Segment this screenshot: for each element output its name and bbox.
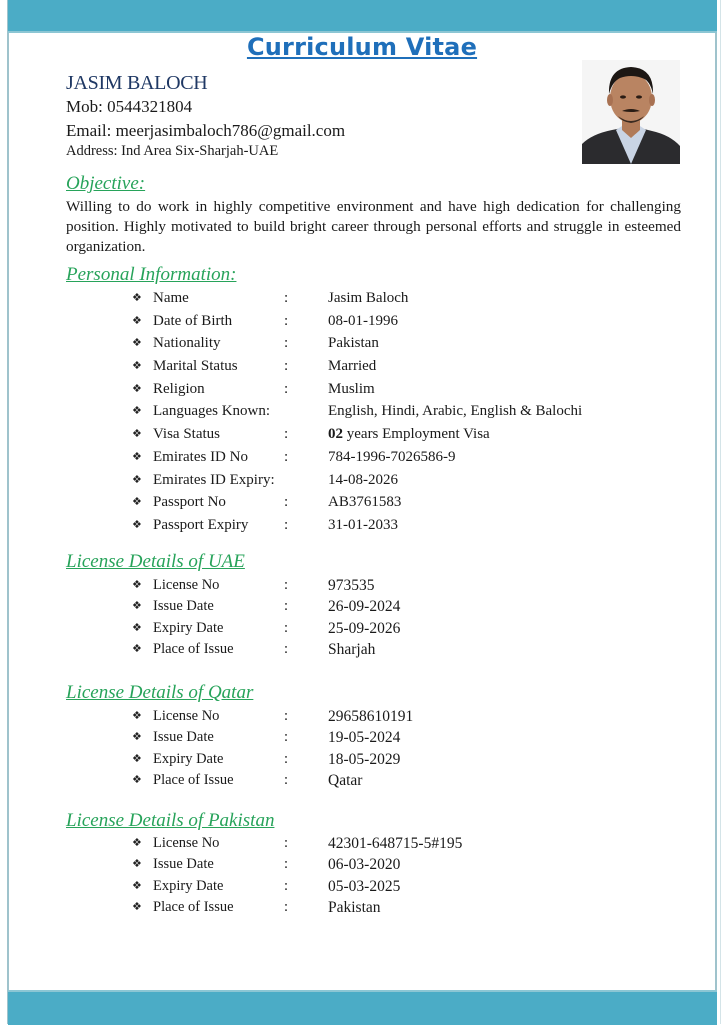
field-label: Place of Issue [153, 771, 234, 788]
visa-years: 02 [328, 426, 343, 443]
field-value [328, 426, 490, 443]
qatar-license-heading: License Details of Qatar [66, 682, 254, 703]
bullet-icon: ❖ [132, 899, 142, 913]
field-colon: : [284, 358, 289, 375]
field-colon: : [284, 835, 289, 851]
field-label: Emirates ID No [153, 448, 248, 465]
footer-band [8, 990, 717, 1025]
bullet-icon: ❖ [132, 336, 142, 350]
bullet-icon: ❖ [132, 836, 142, 849]
field-colon: : [284, 577, 289, 593]
bullet-icon: ❖ [132, 381, 142, 395]
field-label: License No [153, 708, 220, 724]
candidate-name: JASIM BALOCH [66, 72, 208, 94]
personal-information-heading: Personal Information: [66, 264, 237, 285]
field-label: Passport Expiry [153, 516, 249, 533]
field-colon: : [284, 750, 289, 767]
field-value: 31-01-2033 [328, 516, 398, 533]
bullet-icon: ❖ [132, 641, 142, 655]
field-value: Married [328, 358, 377, 375]
bullet-icon: ❖ [132, 359, 142, 373]
field-label: Issue Date [153, 856, 214, 873]
field-value: Jasim Baloch [328, 290, 409, 306]
field-value: AB3761583 [328, 494, 402, 511]
bullet-icon: ❖ [132, 772, 142, 786]
bullet-icon: ❖ [132, 878, 142, 892]
field-colon: : [284, 380, 289, 397]
bullet-icon: ❖ [132, 472, 142, 486]
field-value: Qatar [328, 771, 363, 789]
bullet-icon: ❖ [132, 620, 142, 634]
field-colon: : [284, 898, 289, 915]
field-value: 784-1996-7026586-9 [328, 448, 456, 465]
person-portrait-icon [582, 60, 680, 164]
pakistan-license-heading: License Details of Pakistan [66, 810, 275, 831]
field-colon: : [284, 708, 289, 724]
email-address: Email: meerjasimbaloch786@gmail.com [66, 121, 346, 140]
field-label: Place of Issue [153, 898, 234, 915]
field-value: Pakistan [328, 335, 379, 352]
bullet-icon: ❖ [132, 578, 142, 591]
field-colon: : [284, 312, 289, 329]
field-colon: : [284, 771, 289, 788]
postal-address: Address: Ind Area Six-Sharjah-UAE [66, 143, 279, 159]
field-label: License No [153, 577, 220, 593]
bullet-icon: ❖ [132, 517, 142, 531]
objective-heading: Objective: [66, 173, 146, 194]
field-label: Marital Status [153, 358, 238, 375]
objective-text: Willing to do work in highly competitive environment and have high dedication for challenging position. Highly motivated to build bright career through personal efforts and struggle in esteemed organization. [66, 198, 681, 255]
field-label: Nationality [153, 335, 221, 352]
field-value: 05-03-2025 [328, 877, 401, 895]
bullet-icon: ❖ [132, 599, 142, 613]
field-value: English, Hindi, Arabic, English & Balochi [328, 403, 583, 420]
field-colon: : [284, 619, 289, 636]
page-border-right-outer [720, 0, 721, 1024]
bullet-icon: ❖ [132, 709, 142, 722]
field-label: Date of Birth [153, 312, 233, 329]
bullet-icon: ❖ [132, 404, 142, 418]
field-colon: : [284, 448, 289, 465]
field-label: Issue Date [153, 729, 214, 746]
field-colon: : [284, 877, 289, 894]
uae-license-heading: License Details of UAE [66, 551, 245, 572]
field-colon: : [284, 729, 289, 746]
field-colon: : [284, 335, 289, 352]
field-label: Expiry Date [153, 619, 224, 636]
field-label: Expiry Date [153, 750, 224, 767]
bullet-icon: ❖ [132, 313, 142, 327]
field-label: Expiry Date [153, 877, 224, 894]
bullet-icon: ❖ [132, 495, 142, 509]
header-band [8, 0, 717, 33]
field-value: 06-03-2020 [328, 856, 401, 874]
field-value: 42301-648715-5#195 [328, 835, 463, 852]
field-colon: : [284, 426, 289, 443]
field-colon: : [284, 290, 289, 306]
field-label: Passport No [153, 494, 226, 511]
bullet-icon: ❖ [132, 291, 142, 304]
field-value: 973535 [328, 577, 375, 594]
profile-photo [582, 60, 680, 164]
bullet-icon: ❖ [132, 427, 142, 441]
field-value: 19-05-2024 [328, 729, 401, 747]
field-label: Name [153, 290, 189, 306]
field-colon: : [284, 516, 289, 533]
field-value: 08-01-1996 [328, 312, 398, 329]
visa-type: years Employment Visa [343, 426, 490, 443]
field-value: 25-09-2026 [328, 619, 401, 637]
field-value: 26-09-2024 [328, 598, 401, 616]
bullet-icon: ❖ [132, 730, 142, 744]
field-label: Religion [153, 380, 205, 397]
field-label: Issue Date [153, 598, 214, 615]
field-label: License No [153, 835, 220, 851]
field-label: Visa Status [153, 426, 221, 443]
mobile-number: Mob: 0544321804 [66, 97, 193, 116]
field-label: Languages Known: [153, 403, 271, 420]
field-value: Sharjah [328, 640, 376, 658]
page-border-left [7, 0, 9, 1024]
field-colon: : [284, 494, 289, 511]
bullet-icon: ❖ [132, 857, 142, 871]
field-value: 29658610191 [328, 708, 414, 725]
bullet-icon: ❖ [132, 751, 142, 765]
field-value: Muslim [328, 380, 375, 397]
field-value: 18-05-2029 [328, 750, 401, 768]
page-border-right [715, 0, 717, 1024]
field-colon: : [284, 856, 289, 873]
field-colon: : [284, 640, 289, 657]
field-value: Pakistan [328, 898, 381, 916]
field-colon: : [284, 598, 289, 615]
field-value: 14-08-2026 [328, 471, 398, 488]
field-label: Emirates ID Expiry: [153, 471, 275, 488]
field-label: Place of Issue [153, 640, 234, 657]
bullet-icon: ❖ [132, 449, 142, 463]
document-title: Curriculum Vitae [246, 33, 478, 61]
